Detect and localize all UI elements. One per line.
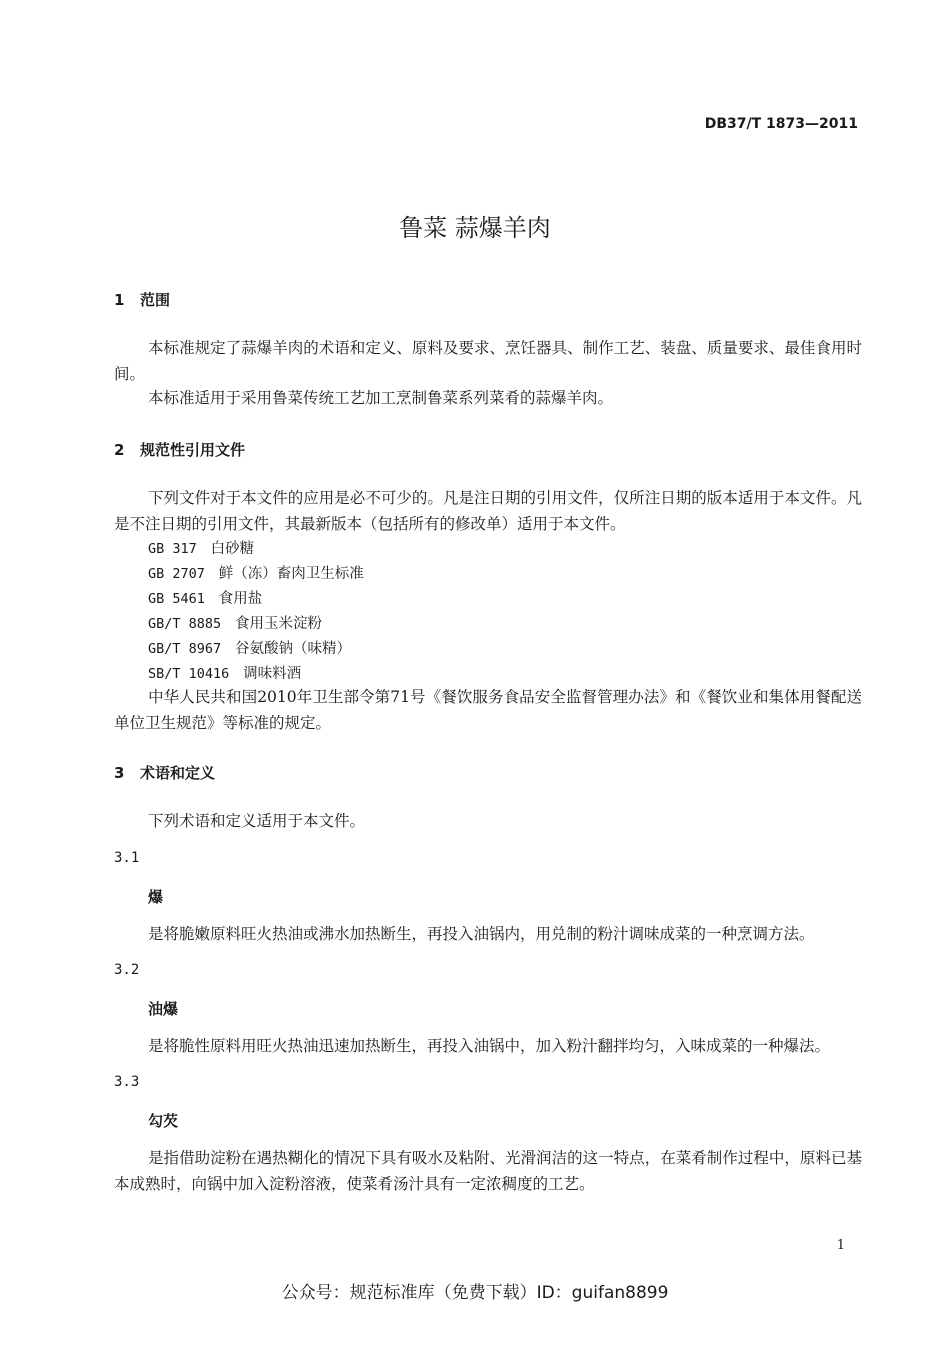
- clause-number: 3.2: [114, 962, 140, 978]
- term-name: 油爆: [148, 1000, 179, 1018]
- reference-item: GB/T 8967 谷氨酸钠（味精）: [148, 641, 351, 657]
- term-definition: 是指借助淀粉在遇热糊化的情况下具有吸水及粘附、光滑润洁的这一特点，在菜肴制作过程中，原料已基本成熟时，向锅中加入淀粉溶液，使菜肴汤汁具有一定浓稠度的工艺。: [114, 1149, 862, 1193]
- references-closing: 中华人民共和国2010年卫生部令第71号《餐饮服务食品安全监督管理办法》和《餐饮业和集体用餐配送单位卫生规范》等标准的规定。: [114, 688, 862, 732]
- reference-item: SB/T 10416 调味料酒: [148, 666, 302, 682]
- term-definition: 是将脆性原料用旺火热油迅速加热断生，再投入油锅中，加入粉汁翻拌均匀，入味成菜的一种爆法。: [148, 1037, 831, 1055]
- section-heading-normative-references: [114, 439, 245, 460]
- footer-watermark: 公众号：规范标准库（免费下载）ID：guifan8899: [281, 1283, 669, 1303]
- section-number: 3: [114, 764, 125, 782]
- page-number: 1: [836, 1238, 845, 1253]
- section-title: 术语和定义: [140, 764, 216, 782]
- section-title: 规范性引用文件: [140, 441, 246, 459]
- reference-item: GB/T 8885 食用玉米淀粉: [148, 616, 322, 632]
- scope-paragraph-1: 本标准规定了蒜爆羊肉的术语和定义、原料及要求、烹饪器具、制作工艺、装盘、质量要求、最佳食用时间。: [114, 339, 862, 383]
- document-title: 鲁菜 蒜爆羊肉: [399, 214, 551, 242]
- section-number: 1: [114, 291, 125, 309]
- section-title: 范围: [140, 291, 171, 309]
- references-intro: 下列文件对于本文件的应用是必不可少的。凡是注日期的引用文件，仅所注日期的版本适用于本文件。凡是不注日期的引用文件，其最新版本（包括所有的修改单）适用于本文件。: [114, 489, 862, 533]
- term-name: 勾芡: [148, 1112, 179, 1130]
- clause-number: 3.1: [114, 850, 140, 866]
- section-number: 2: [114, 441, 125, 459]
- reference-item: GB 5461 食用盐: [148, 591, 263, 607]
- scope-paragraph-2: 本标准适用于采用鲁菜传统工艺加工烹制鲁菜系列菜肴的蒜爆羊肉。: [148, 389, 614, 407]
- term-definition: 是将脆嫩原料旺火热油或沸水加热断生，再投入油锅内，用兑制的粉汁调味成菜的一种烹调方法。: [148, 925, 815, 943]
- terms-intro: 下列术语和定义适用于本文件。: [148, 812, 366, 830]
- reference-item: GB 2707 鲜（冻）畜肉卫生标准: [148, 566, 364, 582]
- standard-number: DB37/T 1873—2011: [704, 116, 858, 132]
- section-heading-terms-definitions: [114, 762, 215, 783]
- reference-item: GB 317 白砂糖: [148, 541, 255, 557]
- section-heading-scope: [114, 289, 170, 310]
- term-name: 爆: [148, 888, 164, 906]
- clause-number: 3.3: [114, 1074, 140, 1090]
